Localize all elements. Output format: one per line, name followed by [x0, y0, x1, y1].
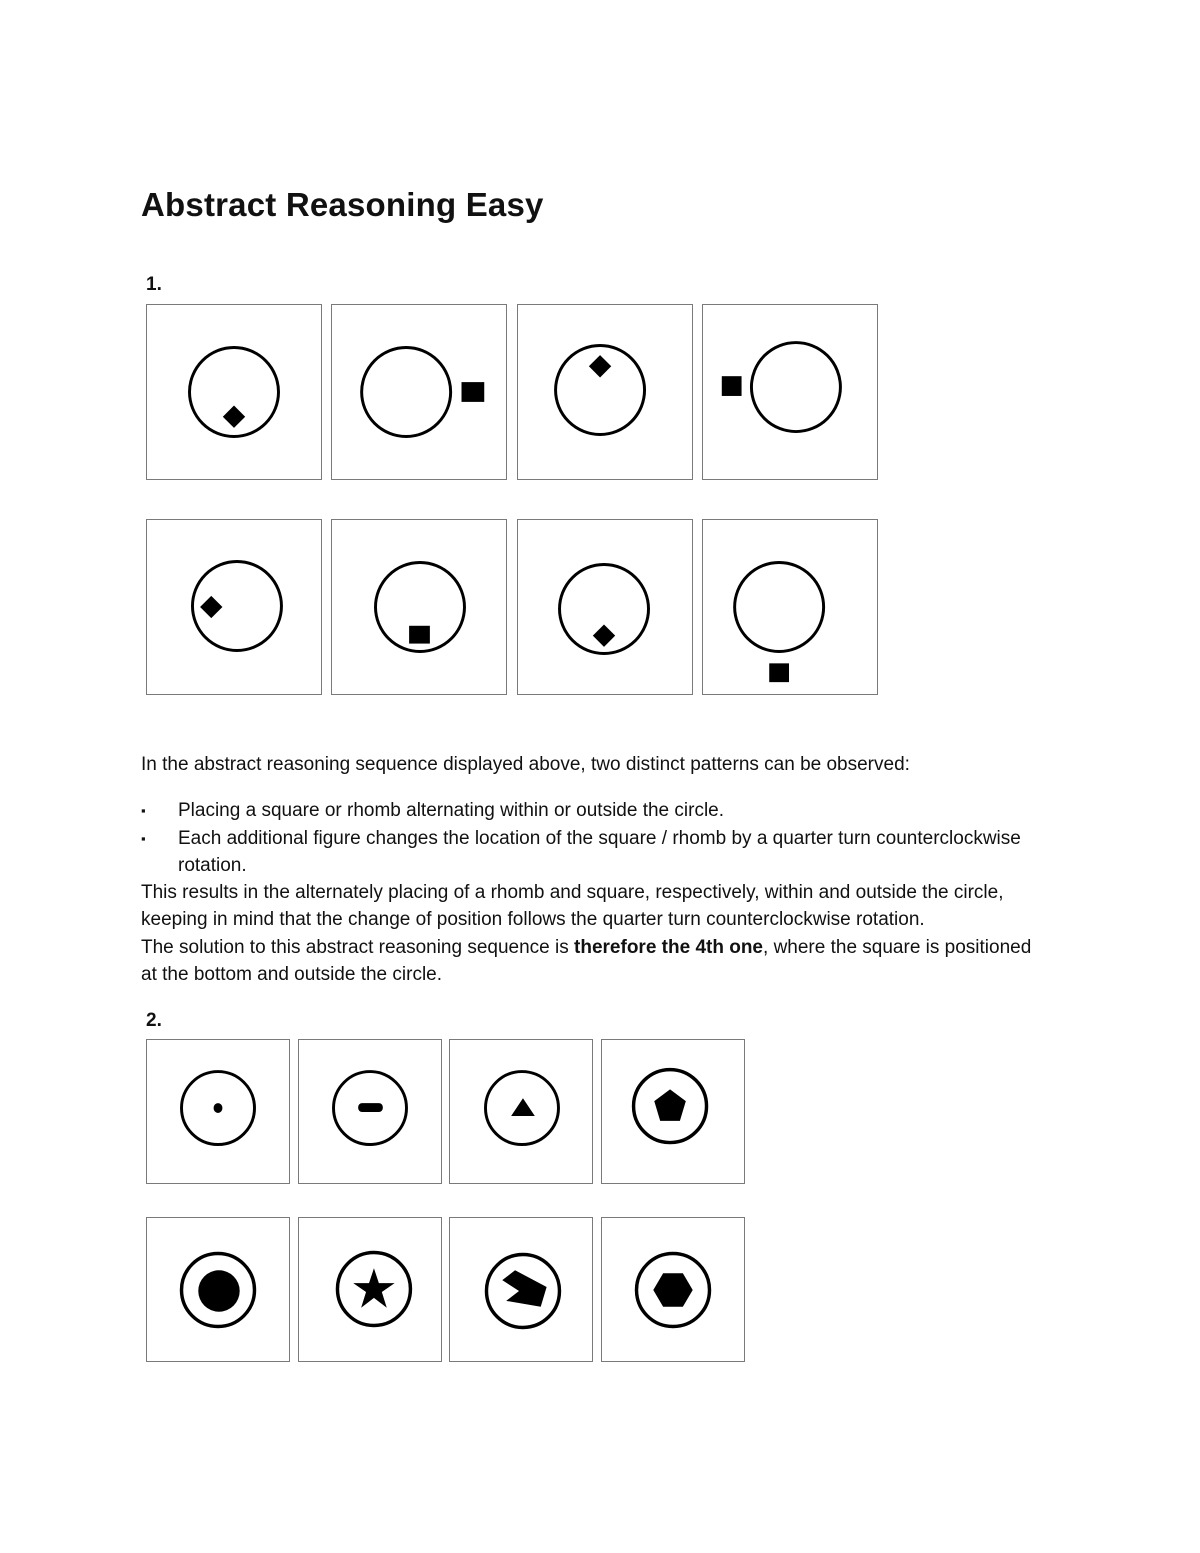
square-icon: [462, 382, 485, 402]
pentagon-icon: [654, 1089, 686, 1121]
circle-icon: [362, 348, 451, 437]
q1-figure-8: [703, 520, 877, 694]
solution-text-start: The solution to this abstract reasoning sequence is: [141, 937, 575, 958]
square-icon: [722, 376, 742, 396]
q2-panel-2: [298, 1039, 442, 1184]
triangle-icon: [511, 1098, 535, 1116]
list-item: [141, 825, 1041, 879]
notched-polygon-icon: [502, 1270, 546, 1306]
q2-figure-8: [602, 1218, 744, 1361]
question-2-number: 2.: [146, 1010, 162, 1031]
q1-figure-7: [518, 520, 692, 694]
filled-circle-icon: [198, 1270, 239, 1311]
q1-figure-2: [332, 305, 506, 479]
q2-figure-5: [147, 1218, 289, 1361]
rhomb-icon: [593, 624, 615, 646]
q2-panel-6: [298, 1217, 442, 1362]
q1-panel-7: [517, 519, 693, 695]
star-icon: [353, 1268, 394, 1307]
q1-figure-1: [147, 305, 321, 479]
square-icon: [409, 626, 430, 644]
list-item-text: Each additional figure changes the location of the square / rhomb by a quarter turn counterclockwise rotation.: [178, 828, 1021, 876]
circle-icon: [751, 343, 840, 432]
rhomb-icon: [589, 355, 611, 377]
conclusion-paragraph: This results in the alternately placing of a rhomb and square, respectively, within and outside the circle, keeping in mind that the change of position follows the quarter turn counterclockwise rotation.: [141, 882, 1004, 930]
q1-panel-3: [517, 304, 693, 480]
list-item-text: Placing a square or rhomb alternating within or outside the circle.: [178, 800, 725, 821]
q2-panel-3: [449, 1039, 593, 1184]
rhomb-icon: [200, 596, 222, 618]
circle-icon: [735, 563, 824, 652]
q2-panel-5: [146, 1217, 290, 1362]
q2-figure-1: [147, 1040, 289, 1183]
q1-panel-4: [702, 304, 878, 480]
page-title: Abstract Reasoning Easy: [141, 186, 544, 223]
q1-figure-4: [703, 305, 877, 479]
solution-answer: therefore the 4th one: [574, 937, 764, 958]
dash-icon: [358, 1103, 383, 1112]
q1-panel-1: [146, 304, 322, 480]
q2-figure-6: [299, 1218, 441, 1361]
q1-panel-5: [146, 519, 322, 695]
q1-panel-8: [702, 519, 878, 695]
intro-paragraph: In the abstract reasoning sequence displayed above, two distinct patterns can be observed:: [141, 754, 910, 775]
pattern-list: [141, 797, 1041, 880]
q1-panel-2: [331, 304, 507, 480]
q2-figure-7: [450, 1218, 592, 1361]
bullet-icon: ▪: [141, 831, 146, 846]
rhomb-icon: [223, 406, 245, 428]
question-1-number: 1.: [146, 274, 162, 295]
q2-figure-4: [602, 1040, 744, 1183]
solution-paragraph: [141, 934, 1041, 988]
q2-figure-3: [450, 1040, 592, 1183]
q1-figure-6: [332, 520, 506, 694]
q2-panel-1: [146, 1039, 290, 1184]
q1-figure-3: [518, 305, 692, 479]
bullet-icon: ▪: [141, 803, 146, 818]
list-item: [141, 797, 1041, 824]
dot-icon: [214, 1103, 223, 1113]
q2-panel-7: [449, 1217, 593, 1362]
q1-figure-5: [147, 520, 321, 694]
q2-panel-8: [601, 1217, 745, 1362]
q2-figure-2: [299, 1040, 441, 1183]
hexagon-icon: [653, 1273, 692, 1307]
q2-panel-4: [601, 1039, 745, 1184]
solution-text-end: , where the square is positioned at the bottom and outside the circle.: [141, 937, 1032, 985]
square-icon: [769, 663, 789, 682]
q1-panel-6: [331, 519, 507, 695]
